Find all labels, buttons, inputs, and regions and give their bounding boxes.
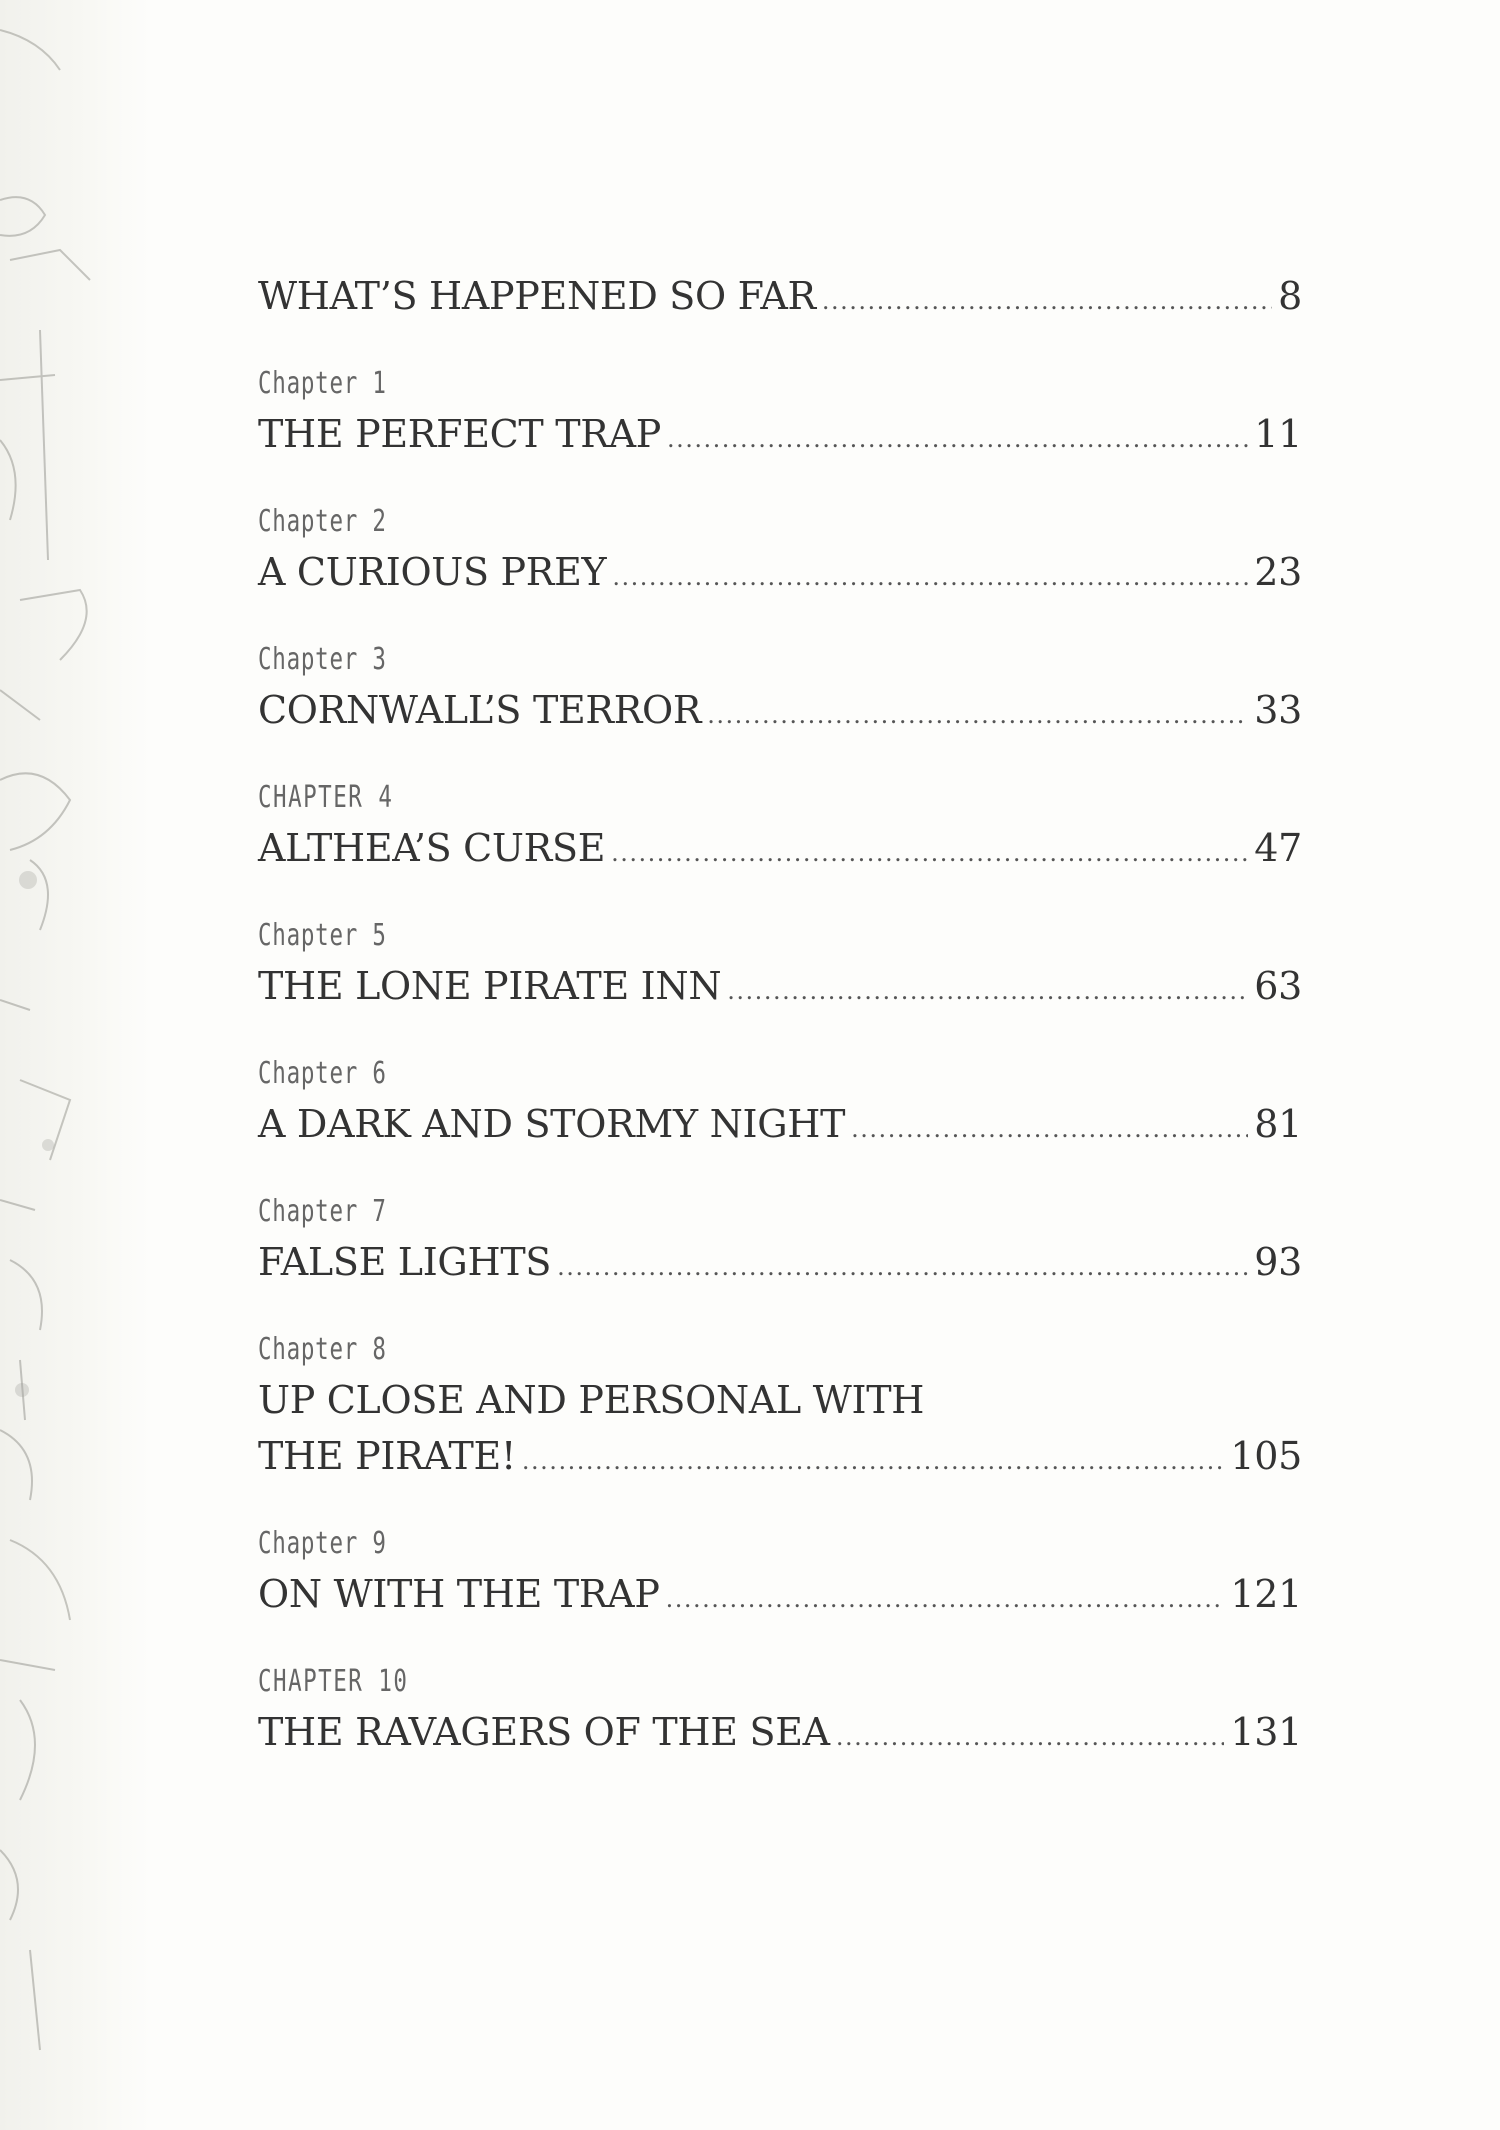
dot-leader bbox=[666, 1571, 1225, 1627]
toc-page-number: 81 bbox=[1254, 1102, 1302, 1146]
toc-title-line bbox=[258, 406, 1302, 462]
toc-title-line bbox=[258, 1234, 1302, 1290]
toc-entry-chapter-2 bbox=[258, 500, 1302, 600]
table-of-contents bbox=[258, 268, 1302, 1760]
toc-entry-chapter-8 bbox=[258, 1328, 1302, 1484]
toc-page-number: 105 bbox=[1230, 1434, 1302, 1478]
toc-page-number: 63 bbox=[1254, 964, 1302, 1008]
toc-title: FALSE LIGHTS bbox=[258, 1240, 552, 1284]
toc-entry-chapter-10 bbox=[258, 1660, 1302, 1760]
dot-leader bbox=[667, 411, 1248, 467]
toc-page-number: 47 bbox=[1254, 826, 1302, 870]
toc-title: CORNWALL’S TERROR bbox=[258, 688, 702, 732]
toc-title: ALTHEA’S CURSE bbox=[258, 826, 606, 870]
toc-entry-chapter-3 bbox=[258, 638, 1302, 738]
chapter-label: Chapter 5 bbox=[258, 918, 387, 953]
chapter-label: Chapter 9 bbox=[258, 1526, 387, 1561]
toc-title-first-line: UP CLOSE AND PERSONAL WITH bbox=[258, 1378, 925, 1422]
toc-entry-intro bbox=[258, 268, 1302, 324]
dot-leader bbox=[822, 273, 1272, 329]
toc-entry-chapter-6 bbox=[258, 1052, 1302, 1152]
toc-entry-chapter-1 bbox=[258, 362, 1302, 462]
toc-page-number: 23 bbox=[1254, 550, 1302, 594]
toc-title: ON WITH THE TRAP bbox=[258, 1572, 660, 1616]
dot-leader bbox=[612, 549, 1248, 605]
toc-entry-chapter-4 bbox=[258, 776, 1302, 876]
chapter-label: Chapter 2 bbox=[258, 504, 387, 539]
toc-title: THE RAVAGERS OF THE SEA bbox=[258, 1710, 830, 1754]
chapter-label: CHAPTER 10 bbox=[258, 1664, 409, 1699]
toc-entry-chapter-7 bbox=[258, 1190, 1302, 1290]
toc-title-line bbox=[258, 544, 1302, 600]
dot-leader bbox=[522, 1433, 1224, 1489]
toc-title-line bbox=[258, 682, 1302, 738]
toc-page-number: 8 bbox=[1278, 274, 1302, 318]
dot-leader bbox=[727, 963, 1248, 1019]
chapter-label: Chapter 7 bbox=[258, 1194, 387, 1229]
toc-page-number: 33 bbox=[1254, 688, 1302, 732]
toc-entry-chapter-5 bbox=[258, 914, 1302, 1014]
toc-entry-chapter-9 bbox=[258, 1522, 1302, 1622]
chapter-label: Chapter 3 bbox=[258, 642, 387, 677]
dot-leader bbox=[611, 825, 1248, 881]
dot-leader bbox=[851, 1101, 1248, 1157]
dot-leader bbox=[707, 687, 1248, 743]
chapter-label: CHAPTER 4 bbox=[258, 780, 394, 815]
toc-title: THE LONE PIRATE INN bbox=[258, 964, 722, 1008]
dot-leader bbox=[836, 1709, 1225, 1765]
sketch-illustration-edge bbox=[0, 0, 150, 2130]
toc-page-number: 121 bbox=[1230, 1572, 1302, 1616]
toc-title-line bbox=[258, 268, 1302, 324]
chapter-label: Chapter 6 bbox=[258, 1056, 387, 1091]
toc-title-line bbox=[258, 1096, 1302, 1152]
dot-leader bbox=[557, 1239, 1248, 1295]
toc-title-line bbox=[258, 1566, 1302, 1622]
chapter-label: Chapter 8 bbox=[258, 1332, 387, 1367]
toc-page-number: 11 bbox=[1254, 412, 1302, 456]
toc-title: A CURIOUS PREY bbox=[258, 550, 607, 594]
toc-title-line bbox=[258, 958, 1302, 1014]
toc-title: A DARK AND STORMY NIGHT bbox=[258, 1102, 846, 1146]
toc-title: THE PIRATE! bbox=[258, 1434, 516, 1478]
toc-title-line bbox=[258, 820, 1302, 876]
toc-page-number: 93 bbox=[1254, 1240, 1302, 1284]
toc-title-line bbox=[258, 1704, 1302, 1760]
chapter-label: Chapter 1 bbox=[258, 366, 387, 401]
toc-title: THE PERFECT TRAP bbox=[258, 412, 661, 456]
toc-page-number: 131 bbox=[1230, 1710, 1302, 1754]
toc-title-line bbox=[258, 1428, 1302, 1484]
toc-title: WHAT’S HAPPENED SO FAR bbox=[258, 274, 816, 318]
